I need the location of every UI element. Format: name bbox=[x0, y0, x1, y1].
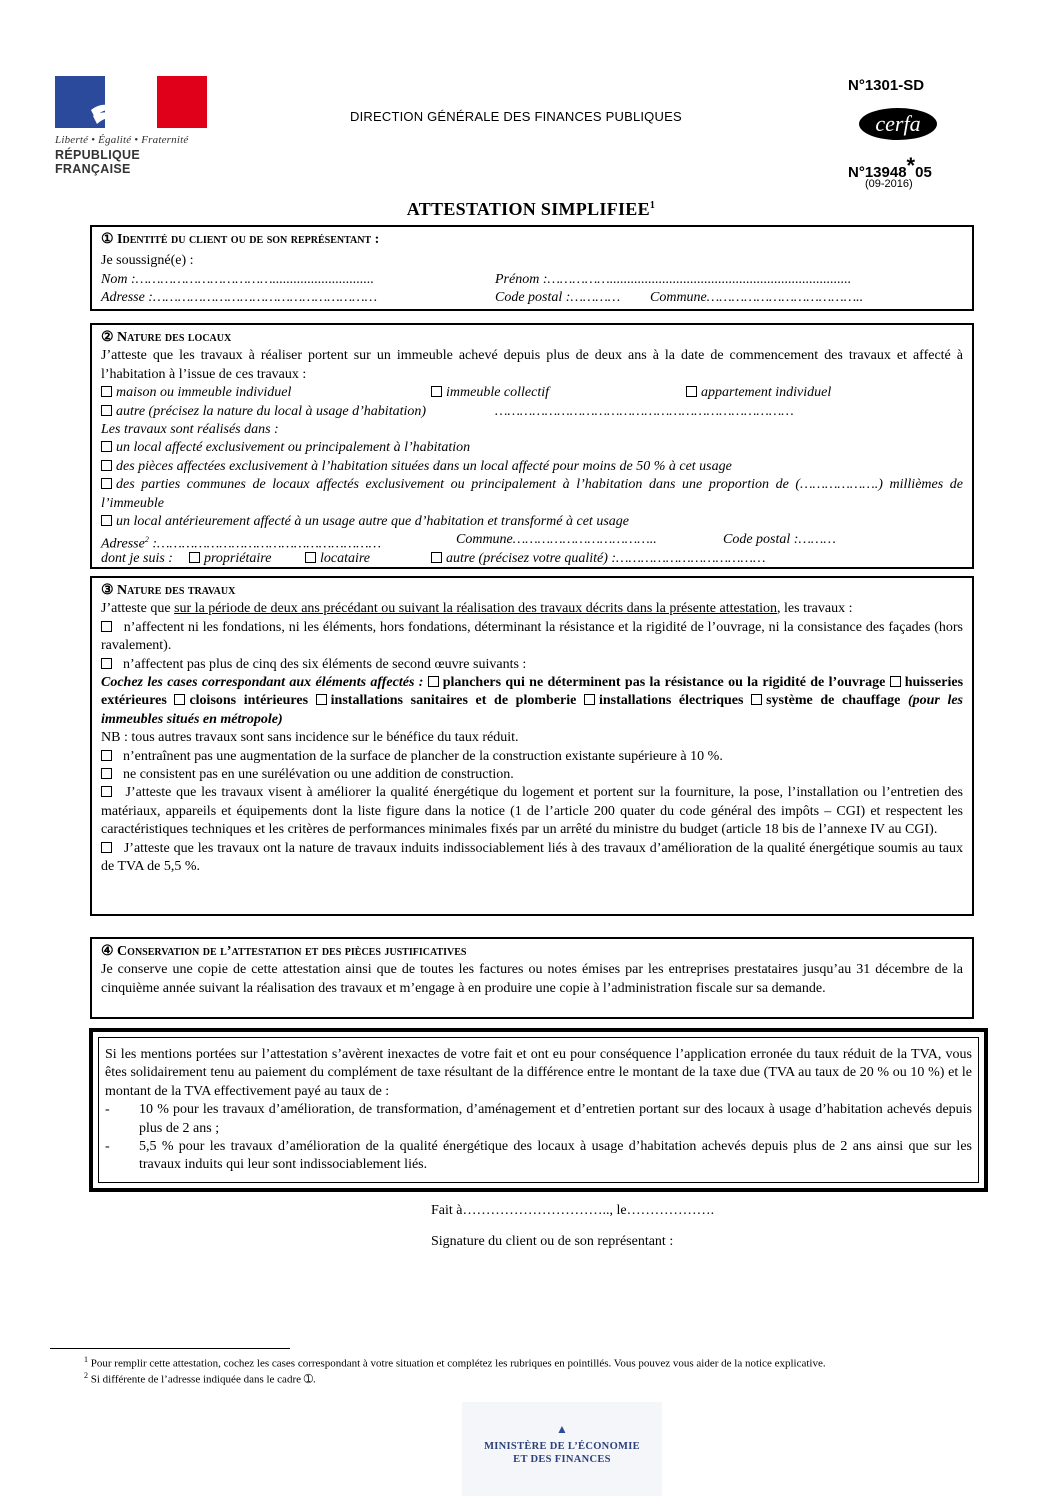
section-travaux bbox=[90, 576, 974, 916]
ministry-emblem-icon: ▲ bbox=[556, 1422, 568, 1436]
prenom-field[interactable]: Prénom :……………..................................................................... bbox=[495, 271, 852, 287]
proprietaire-label: propriétaire bbox=[204, 550, 272, 566]
cloisons-checkbox[interactable] bbox=[174, 694, 185, 705]
dont-label: dont je suis : bbox=[101, 550, 173, 566]
surface-label: n’entraînent pas une augmentation de la surface de plancher de la construction existante supérieure à 10 %. bbox=[123, 748, 723, 764]
signature-label: Signature du client ou de son représentant : bbox=[431, 1234, 674, 1249]
fait-a-field[interactable]: Fait à………………………….., le………………. bbox=[431, 1203, 715, 1218]
ministry-logo: ▲ MINISTÈRE DE L’ÉCONOMIE ET DES FINANCES bbox=[462, 1402, 662, 1496]
collectif-label: immeuble collectif bbox=[446, 385, 550, 401]
form-number: N°1301-SD bbox=[848, 77, 925, 94]
realises-label: Les travaux sont réalisés dans : bbox=[101, 422, 279, 437]
local-habitation-checkbox[interactable] bbox=[101, 441, 112, 452]
autre-local-checkbox[interactable] bbox=[101, 405, 112, 416]
cerfa-number: N°13948*05 bbox=[848, 153, 932, 181]
section-conservation-heading: ④ Conservation de l’attestation et des pièces justificatives bbox=[101, 944, 467, 959]
soussigne-label: Je soussigné(e) : bbox=[101, 253, 194, 269]
autre-qualite-checkbox[interactable] bbox=[431, 552, 442, 563]
locataire-checkbox[interactable] bbox=[305, 552, 316, 563]
footnote-2: $^2$ Si différente de l’adresse indiquée dans le cadre ➀. bbox=[84, 1371, 316, 1386]
planchers-checkbox[interactable] bbox=[428, 676, 439, 687]
second-oeuvre-checkbox[interactable] bbox=[101, 658, 112, 669]
fondations-label: n’affectent ni les fondations, ni les éléments, hors fondations, déterminant la résistance et la rigidité de l’ouvrage, ni la consistance des façades (hors ravalement). bbox=[101, 619, 963, 654]
surelevation-checkbox[interactable] bbox=[101, 768, 112, 779]
fondations-checkbox[interactable] bbox=[101, 621, 112, 632]
local-habitation-label: un local affecté exclusivement ou principalement à l’habitation bbox=[116, 440, 471, 456]
parties-communes-label: des parties communes de locaux affectés exclusivement ou principalement à l’habitation dans une proportion de (……………….) millièmes de l’immeuble bbox=[101, 477, 963, 511]
autre-local-label: autre (précisez la nature du local à usage d’habitation) bbox=[116, 403, 427, 419]
footnote-divider bbox=[50, 1348, 290, 1349]
marianne-profile-icon bbox=[85, 80, 155, 126]
maison-checkbox[interactable] bbox=[101, 386, 112, 397]
appartement-checkbox[interactable] bbox=[686, 386, 697, 397]
elements-list: Cochez les cases correspondant aux éléments affectés : planchers qui ne déterminent pas la résistance ou la rigidité de l’ouvrage huisseries extérieures cloisons intérieures installations sanitaires et de plomberie installations électriques système de chauffage (pour les immeubles situés en métropole) bbox=[101, 675, 964, 727]
appartement-label: appartement individuel bbox=[701, 385, 832, 401]
locaux-intro: J’atteste que les travaux à réaliser portent sur un immeuble achevé depuis plus de deux ans à la date de commencement des travaux et affecté à l’habitation à l’issue de ces travaux : bbox=[101, 348, 963, 382]
collectif-checkbox[interactable] bbox=[431, 386, 442, 397]
qualite-energetique-label: J’atteste que les travaux visent à améliorer la qualité énergétique du logement et portent sur la fourniture, la pose, l’installation ou l’entretien des matériaux, appareils et équipements dont la liste figure dans la notice (1 de l’article 200 quater du code général des impôts – CGI) et respectent les caractéristiques techniques et les critères de performances minimales fixés par un arrêté du ministre du budget (article 18 bis de l’annexe IV au CGI). bbox=[101, 785, 964, 838]
warning-item-1: 10 % pour les travaux d’amélioration, de transformation, d’aménagement et d’entretien portant sur des locaux à usage d’habitation achevés depuis plus de 2 ans ; bbox=[139, 1102, 972, 1136]
code-postal-field[interactable]: Code postal :………… bbox=[495, 290, 621, 306]
surelevation-label: ne consistent pas en une surélévation ou une addition de construction. bbox=[123, 767, 514, 783]
section-conservation bbox=[90, 937, 974, 1019]
autre-local-field[interactable]: ……………………………………………………………… bbox=[495, 403, 794, 419]
travaux-intro: J’atteste que sur la période de deux ans précédant ou suivant la réalisation des travaux décrits dans la présente attestation, les travaux : bbox=[101, 601, 853, 617]
svg-text:cerfa: cerfa bbox=[875, 111, 921, 136]
adresse-travaux-field[interactable]: Adresse$^2$ :……………………………………………… bbox=[101, 535, 382, 553]
pieces-checkbox[interactable] bbox=[101, 460, 112, 471]
section-locaux-heading: ② Nature des locaux bbox=[101, 330, 232, 345]
chauffage-checkbox[interactable] bbox=[751, 694, 762, 705]
local-transforme-checkbox[interactable] bbox=[101, 515, 112, 526]
second-oeuvre-label: n’affectent pas plus de cinq des six éléments de second œuvre suivants : bbox=[123, 656, 527, 672]
warning-text: Si les mentions portées sur l’attestation s’avèrent inexactes de votre fait et ont eu pour conséquence l’application erronée du taux réduit de la TVA, vous êtes solidairement tenu au paiement du complément de taxe résultant de la différence entre le montant de la taxe due (TVA au taux de 20 % ou 10 %) et le montant de la TVA effectivement payé au taux de : bbox=[105, 1047, 972, 1099]
travaux-induits-label: J’atteste que les travaux ont la nature de travaux induits indissociablement liés à des travaux d’amélioration de la qualité énergétique soumis au taux de TVA de 5,5 %. bbox=[101, 840, 964, 875]
marianne-logo bbox=[55, 76, 215, 176]
autre-qualite-label: autre (précisez votre qualité) :……………………………… bbox=[446, 550, 766, 566]
warning-box: Si les mentions portées sur l’attestation s’avèrent inexactes de votre fait et ont eu pour conséquence l’application erronée du taux réduit de la TVA, vous êtes solidairement tenu au paiement du complément de taxe résultant de la différence entre le montant de la taxe due (TVA au taux de 20 % ou 10 %) et le montant de la TVA effectivement payé au taux de : - 10 % pour les travaux d’amélioration, de transformation, d’aménagement et d’entretien portant sur des locaux à usage d’habitation achevés depuis plus de 2 ans ; - 5,5 % pour les travaux d’amélioration de la qualité énergétique des locaux à usage d’habitation achevés depuis plus de 2 ans ainsi que sur les travaux induits qui leur sont indissociablement liés. bbox=[89, 1028, 988, 1192]
nb-note: NB : tous autres travaux sont sans incidence sur le bénéfice du taux réduit. bbox=[101, 730, 519, 746]
local-transforme-label: un local antérieurement affecté à un usage autre que d’habitation et transformé à cet usage bbox=[116, 514, 629, 530]
adresse-field[interactable]: Adresse :……………………………………………… bbox=[101, 290, 378, 306]
surface-checkbox[interactable] bbox=[101, 750, 112, 761]
motto: Liberté • Égalité • Fraternité bbox=[55, 134, 189, 146]
commune-travaux-field[interactable]: Commune…………………………….. bbox=[456, 532, 657, 548]
proprietaire-checkbox[interactable] bbox=[189, 552, 200, 563]
tricolor-flag bbox=[55, 76, 207, 128]
maison-label: maison ou immeuble individuel bbox=[116, 385, 292, 401]
pieces-label: des pièces affectées exclusivement à l’habitation situées dans un local affecté pour moins de 50 % à cet usage bbox=[116, 458, 732, 474]
section-identity-heading: ① Identité du client ou de son représentant : bbox=[101, 232, 380, 247]
locataire-label: locataire bbox=[320, 550, 371, 566]
parties-communes-checkbox[interactable] bbox=[101, 478, 112, 489]
nom-field[interactable]: Nom :……………………………............................. bbox=[101, 271, 375, 287]
section-locaux bbox=[90, 323, 974, 569]
cerfa-logo bbox=[858, 107, 938, 141]
commune-field[interactable]: Commune……………………………….. bbox=[650, 290, 864, 306]
republic-label: RÉPUBLIQUE FRANÇAISE bbox=[55, 148, 140, 176]
conservation-text: Je conserve une copie de cette attestation ainsi que de toutes les factures ou notes émises par les entreprises prestataires jusqu’au 31 décembre de la cinquième année suivant la réalisation des travaux et m’engage à en produire une copie à l’administration fiscale sur sa demande. bbox=[101, 962, 963, 996]
travaux-induits-checkbox[interactable] bbox=[101, 842, 112, 853]
qualite-energetique-checkbox[interactable] bbox=[101, 786, 112, 797]
warning-item-2: 5,5 % pour les travaux d’amélioration de la qualité énergétique des locaux à usage d’habitation achevés depuis plus de 2 ans ainsi que sur les travaux induits qui leur sont indissociablement liés. bbox=[139, 1139, 972, 1173]
page-title: ATTESTATION SIMPLIFIEE$^1$ bbox=[406, 199, 656, 219]
cerfa-date: (09-2016) bbox=[865, 178, 913, 190]
section-travaux-heading: ③ Nature des travaux bbox=[101, 583, 236, 598]
electriques-checkbox[interactable] bbox=[584, 694, 595, 705]
sanitaires-checkbox[interactable] bbox=[316, 694, 327, 705]
code-postal-travaux-field[interactable]: Code postal :……… bbox=[723, 532, 836, 548]
section-identity bbox=[90, 225, 974, 311]
direction-label: DIRECTION GÉNÉRALE DES FINANCES PUBLIQUES bbox=[350, 109, 682, 124]
huisseries-checkbox[interactable] bbox=[890, 676, 901, 687]
footnote-1: $^1$ Pour remplir cette attestation, cochez les cases correspondant à votre situation et complétez les rubriques en pointillés. Vous pouvez vous aider de la notice explicative. bbox=[84, 1355, 826, 1370]
